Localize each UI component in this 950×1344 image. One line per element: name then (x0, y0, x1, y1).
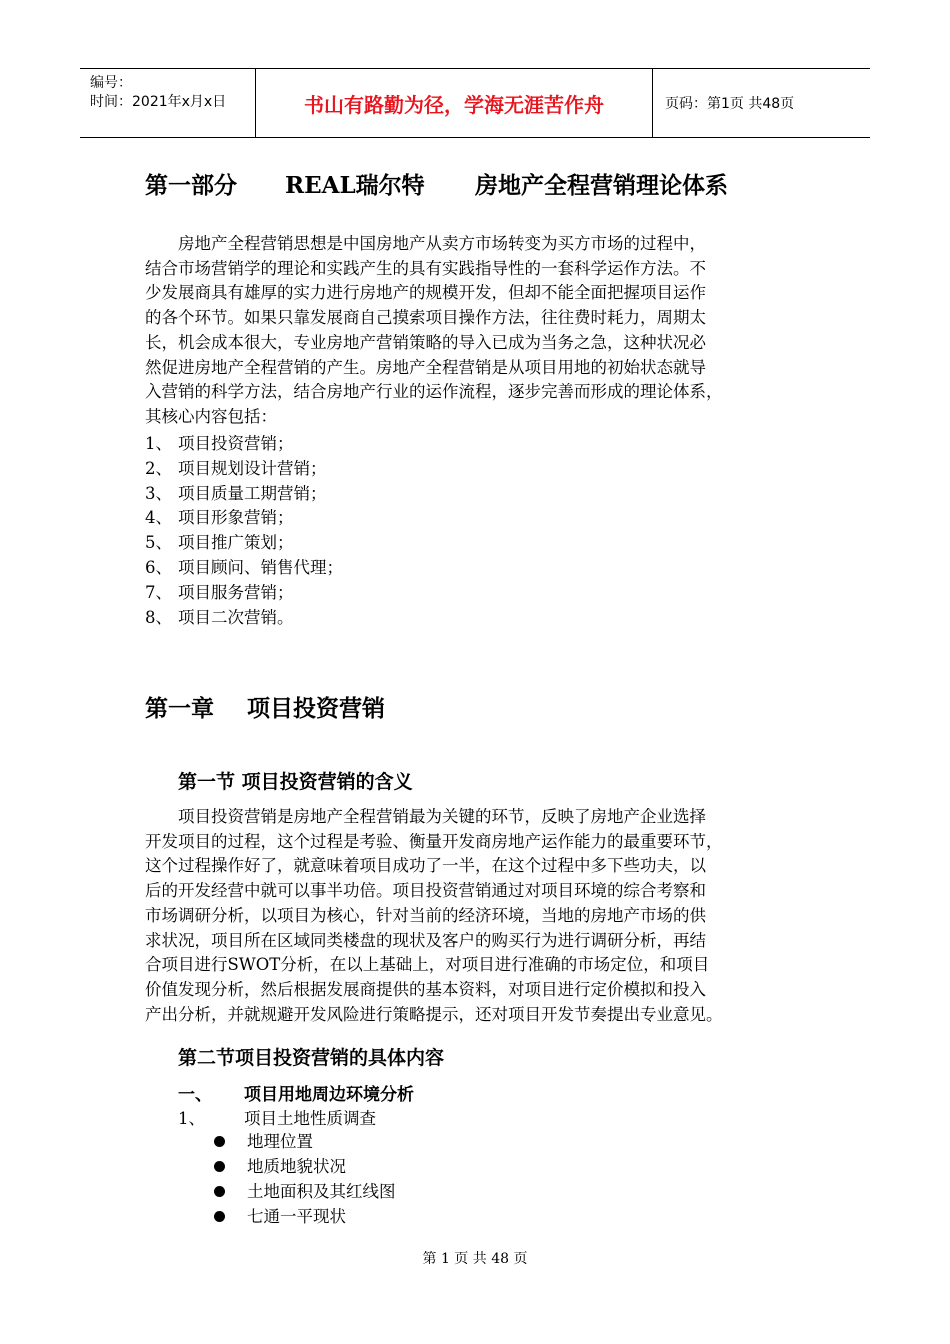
list-item-number: 3、 (145, 483, 172, 503)
list-item-text: 项目服务营销； (178, 582, 294, 602)
header-motto: 书山有路勤为径，学海无涯苦作舟 (256, 69, 653, 137)
list-item (145, 531, 343, 556)
paragraph-line: 房地产全程营销思想是中国房地产从卖方市场转变为买方市场的过程中， (145, 234, 706, 253)
chapter-title: 项目投资营销 (247, 696, 385, 722)
paragraph-line: 求状况，项目所在区域同类楼盘的现状及客户的购买行为进行调研分析，再结 (145, 930, 706, 950)
list-item-text: 项目形象营销； (178, 508, 294, 528)
part-title-topic: 房地产全程营销理论体系 (475, 173, 728, 199)
list-item (145, 482, 343, 507)
bullet-dot-icon (214, 1186, 225, 1197)
list-item (145, 432, 343, 457)
bullet-text: 地质地貌状况 (247, 1157, 346, 1176)
bullet-dot-icon (214, 1136, 225, 1147)
item-title: 项目土地性质调查 (244, 1109, 376, 1128)
part-title (145, 167, 728, 200)
list-item (145, 581, 343, 606)
document-time-label: 时间：2021年x月x日 (90, 94, 227, 110)
bullet-dot-icon (214, 1211, 225, 1222)
list-item-number: 7、 (145, 582, 172, 602)
paragraph-line: 这个过程操作好了，就意味着项目成功了一半，在这个过程中多下些功夫，以 (145, 856, 706, 876)
bullet-item (212, 1179, 396, 1204)
list-item-number: 4、 (145, 508, 172, 528)
chapter-number: 第一章 (145, 696, 214, 722)
header-meta (80, 69, 256, 137)
list-item-text: 项目推广策划； (178, 533, 294, 553)
list-item-number: 5、 (145, 533, 172, 553)
list-item (145, 506, 343, 531)
list-item-number: 8、 (145, 607, 172, 627)
bullet-text: 土地面积及其红线图 (247, 1182, 396, 1201)
list-item (145, 606, 343, 631)
bullet-list (212, 1129, 396, 1229)
list-item-text: 项目质量工期营销； (178, 483, 327, 503)
paragraph-line: 入营销的科学方法，结合房地产行业的运作流程，逐步完善而形成的理论体系， (145, 382, 723, 402)
list-item-text: 项目投资营销； (178, 434, 294, 453)
paragraph-line: 价值发现分析，然后根据发展商提供的基本资料，对项目进行定价模拟和投入 (145, 979, 706, 999)
section-paragraph (145, 805, 825, 1027)
paragraph-line: 市场调研分析，以项目为核心，针对当前的经济环境，当地的房地产市场的供 (145, 905, 706, 925)
document-number-label: 编号： (90, 75, 132, 91)
paragraph-line: 项目投资营销是房地产全程营销最为关键的环节，反映了房地产企业选择 (145, 807, 706, 826)
paragraph-line: 的各个环节。如果只靠发展商自己摸索项目操作方法，往往费时耗力，周期太 (145, 308, 706, 328)
bullet-item (212, 1129, 396, 1154)
page-header (80, 68, 870, 138)
bullet-item (212, 1154, 396, 1179)
part-title-part: 第一部分 (145, 173, 237, 199)
item-heading (178, 1105, 376, 1129)
paragraph-line: 结合市场营销学的理论和实践产生的具有实践指导性的一套科学运作方法。不 (145, 258, 706, 278)
paragraph-line: 其核心内容包括： (145, 406, 277, 426)
section-heading: 第一节 项目投资营销的含义 (178, 771, 413, 793)
list-item-text: 项目二次营销。 (178, 607, 294, 627)
bullet-dot-icon (214, 1161, 225, 1172)
section-heading: 第二节项目投资营销的具体内容 (178, 1047, 445, 1069)
subsection-number: 一、 (178, 1085, 212, 1105)
list-item-number: 1、 (145, 434, 172, 453)
bullet-text: 地理位置 (247, 1132, 313, 1151)
intro-paragraph (145, 232, 825, 430)
paragraph-line: 后的开发经营中就可以事半功倍。项目投资营销通过对项目环境的综合考察和 (145, 881, 706, 901)
list-item (145, 556, 343, 581)
list-item-number: 6、 (145, 557, 172, 577)
paragraph-line: 少发展商具有雄厚的实力进行房地产的规模开发，但却不能全面把握项目运作 (145, 283, 706, 303)
item-number: 1、 (178, 1109, 205, 1128)
list-item-text: 项目规划设计营销； (178, 458, 327, 478)
chapter-heading (145, 690, 385, 723)
page-footer: 第 1 页 共 48 页 (422, 1251, 528, 1267)
part-title-brand: REAL瑞尔特 (285, 172, 425, 199)
paragraph-line: 长，机会成本很大，专业房地产营销策略的导入已成为当务之急，这种状况必 (145, 332, 706, 352)
subsection-heading (178, 1080, 414, 1105)
list-item-number: 2、 (145, 458, 172, 478)
paragraph-line: 开发项目的过程，这个过程是考验、衡量开发商房地产运作能力的最重要环节， (145, 831, 723, 851)
bullet-item (212, 1204, 396, 1229)
paragraph-line: 然促进房地产全程营销的产生。房地产全程营销是从项目用地的初始状态就导 (145, 357, 706, 377)
subsection-title: 项目用地周边环境分析 (244, 1085, 414, 1105)
header-page-number: 页码：第1页 共48页 (665, 96, 795, 112)
list-item-text: 项目顾问、销售代理； (178, 557, 343, 577)
paragraph-line: 产出分析，并就规避开发风险进行策略提示，还对项目开发节奏提出专业意见。 (145, 1004, 723, 1024)
list-item (145, 457, 343, 482)
bullet-text: 七通一平现状 (247, 1207, 346, 1226)
core-content-list (145, 432, 343, 630)
paragraph-line: 合项目进行SWOT分析，在以上基础上，对项目进行准确的市场定位，和项目 (145, 955, 710, 975)
